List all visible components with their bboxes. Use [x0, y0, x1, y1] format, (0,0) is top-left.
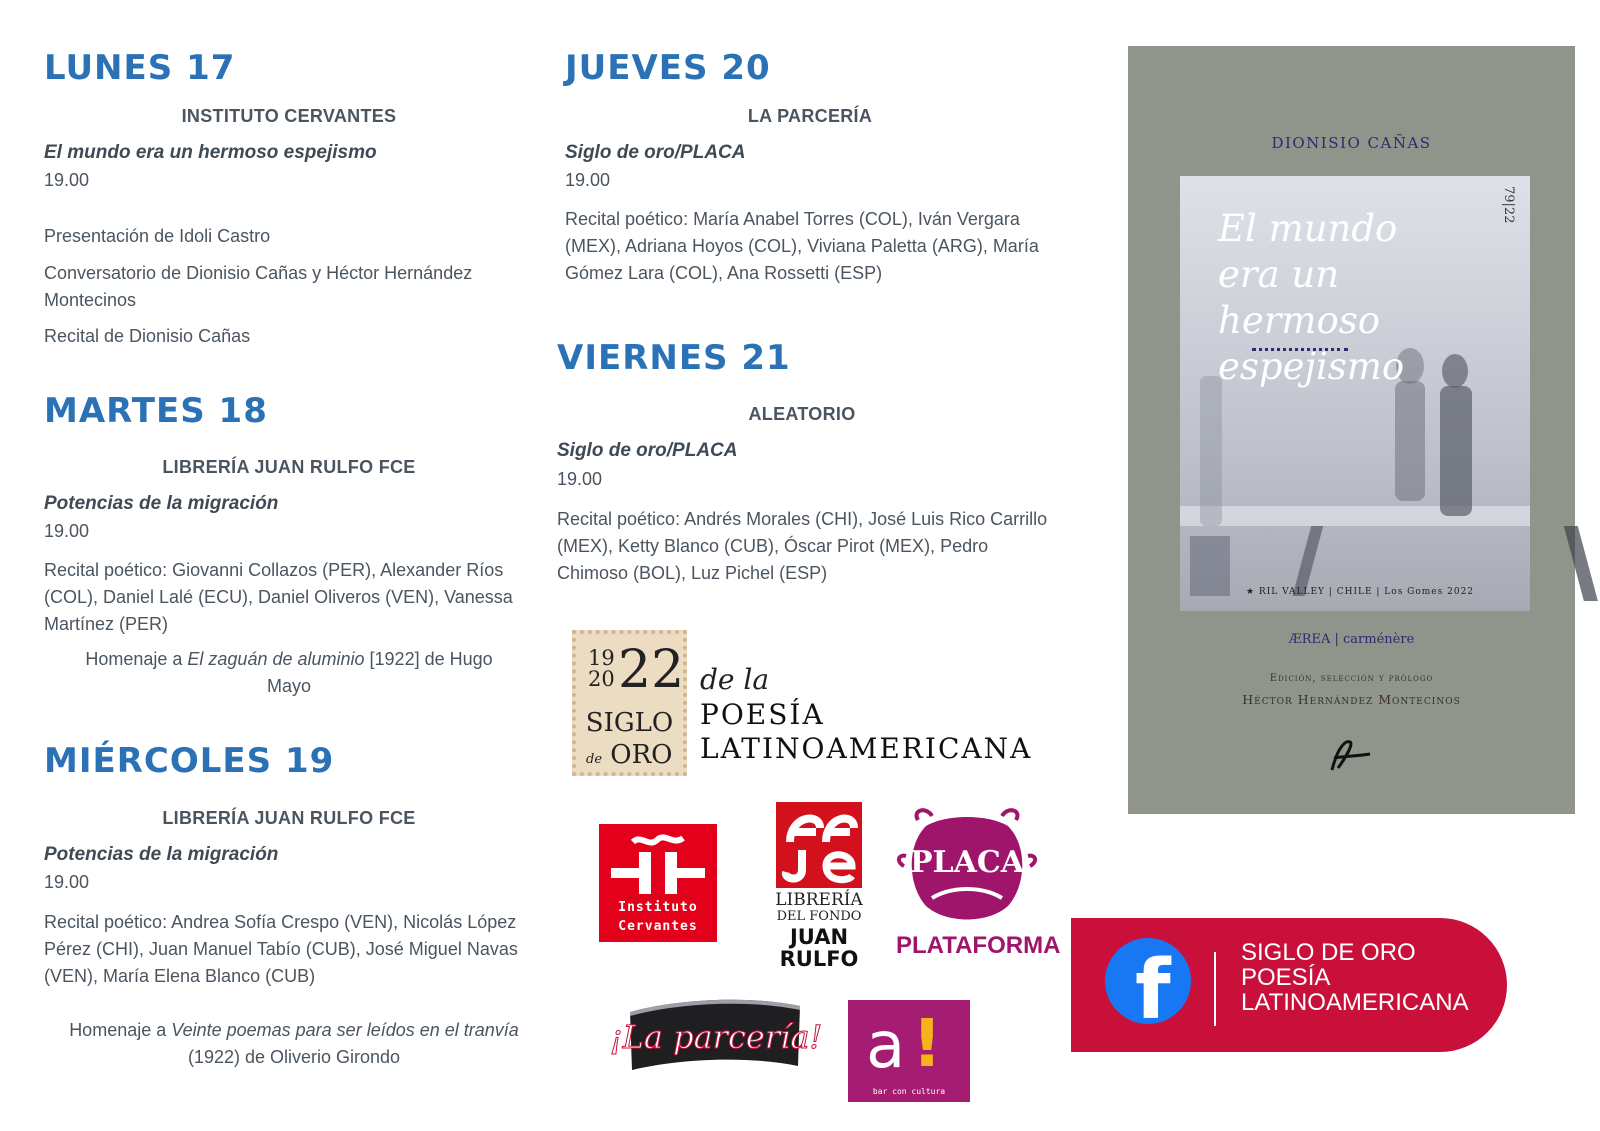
facebook-banner[interactable] — [1071, 918, 1507, 1052]
cover-edition-line1: Edición, selección y prólogo — [1269, 673, 1434, 684]
logo-year-top: 19 20 — [588, 646, 615, 691]
placa-emblem-icon — [896, 806, 1038, 930]
fce-line-del-fondo: DEL FONDO — [776, 909, 862, 924]
homage-work-title: Veinte poemas para ser leídos en el tranvía — [171, 1020, 519, 1040]
facebook-icon[interactable] — [1105, 938, 1191, 1038]
homage-work-title: El zaguán de aluminio — [187, 649, 365, 669]
miercoles-recital: Recital poético: Andrea Sofía Crespo (VEN), Nicolás López Pérez (CHI), Juan Manuel Tabío (CUB), José Miguel Navas (VEN), María Elena Blanco (CUB) — [44, 912, 518, 986]
venue-lunes: INSTITUTO CERVANTES — [181, 106, 397, 126]
homage-prefix: Homenaje a — [69, 1020, 172, 1040]
venue-viernes: ALEATORIO — [748, 404, 856, 424]
siglo-de-oro-logo — [572, 630, 687, 776]
day-heading-jueves: JUEVES 20 — [565, 48, 771, 88]
lunes-item-conversatorio: Conversatorio de Dionisio Cañas y Héctor Hernández Montecinos — [44, 263, 473, 310]
event-time-martes: 19.00 — [44, 521, 90, 541]
homage-suffix: (1922) de Oliverio Girondo — [187, 1047, 401, 1067]
day-heading-viernes: VIERNES 21 — [557, 338, 791, 378]
venue-martes: LIBRERÍA JUAN RULFO FCE — [162, 457, 416, 477]
logo-year-big: 22 — [618, 640, 685, 700]
la-parceria-logo — [609, 962, 823, 1080]
event-title-viernes: Siglo de oro/PLACA — [557, 440, 738, 461]
placa-word: PLACA — [909, 845, 1025, 880]
venue-jueves: LA PARCERÍA — [747, 106, 873, 126]
miercoles-homenaje — [64, 1017, 524, 1071]
event-title-miercoles: Potencias de la migración — [44, 844, 279, 865]
facebook-page-name[interactable]: SIGLO DE ORO POESÍA LATINOAMERICANA — [1241, 939, 1469, 1016]
instituto-cervantes-logo — [599, 824, 717, 942]
day-heading-martes: MARTES 18 — [44, 391, 268, 431]
facebook-f-glyph: f — [1135, 943, 1171, 1038]
facebook-separator — [1214, 952, 1216, 1026]
martes-recital: Recital poético: Giovanni Collazos (PER), Alexander Ríos (COL), Daniel Lalé (ECU), Daniel Oliveros (VEN), Vanessa Martínez (PER) — [44, 560, 513, 634]
event-time-viernes: 19.00 — [557, 469, 603, 489]
cover-collection: ÆREA | carménère — [1288, 632, 1415, 647]
logo-siglo: SIGLO — [585, 708, 674, 738]
cover-author: DIONISIO CAÑAS — [1271, 134, 1432, 152]
aleatorio-exclamation: ! — [912, 1005, 943, 1082]
martes-homenaje — [74, 646, 504, 700]
aleatorio-a: a — [866, 1009, 906, 1083]
parceria-text: ¡La parcería! — [609, 1018, 823, 1056]
event-time-jueves: 19.00 — [565, 170, 611, 190]
jueves-recital: Recital poético: María Anabel Torres (COL), Iván Vergara (MEX), Adriana Hoyos (COL), Viviana Paletta (ARG), María Gómez Lara (COL), Ana Rossetti (ESP) — [565, 209, 1039, 283]
venue-miercoles: LIBRERÍA JUAN RULFO FCE — [162, 808, 416, 828]
event-time-lunes: 19.00 — [44, 170, 90, 190]
event-title-jueves: Siglo de oro/PLACA — [565, 142, 746, 163]
parceria-emblem-icon — [609, 962, 823, 1080]
cervantes-emblem-icon — [599, 824, 717, 904]
placa-name: PLATAFORMA — [896, 932, 1061, 959]
fce-monogram-icon — [776, 802, 862, 888]
logo-latinoamericana: LATINOAMERICANA — [700, 732, 1033, 765]
cover-number: 79|22 — [1501, 186, 1516, 224]
homage-prefix: Homenaje a — [85, 649, 188, 669]
homage-suffix: [1922] de Hugo Mayo — [266, 649, 493, 696]
cover-dotted-line — [1252, 348, 1348, 351]
logo-poesia: POESÍA — [700, 698, 825, 731]
event-title-martes: Potencias de la migración — [44, 493, 279, 514]
lunes-item-recital: Recital de Dionisio Cañas — [44, 326, 251, 346]
fce-line-juan-rulfo: JUAN RULFO — [779, 925, 859, 971]
cover-edition-line2: Héctor Hernández Montecinos — [1242, 692, 1461, 707]
event-title-lunes: El mundo era un hermoso espejismo — [44, 142, 377, 163]
logo-de-oro: de ORO — [586, 740, 673, 770]
book-cover — [1128, 46, 1575, 814]
viernes-recital: Recital poético: Andrés Morales (CHI), José Luis Rico Carrillo (MEX), Ketty Blanco (CUB), Óscar Pirot (MEX), Pedro Chimoso (BOL), Luz Pichel (ESP) — [557, 509, 1048, 583]
cervantes-label: Instituto Cervantes — [618, 900, 698, 934]
lunes-item-presentacion: Presentación de Idoli Castro — [44, 226, 271, 246]
day-heading-miercoles: MIÉRCOLES 19 — [44, 741, 335, 781]
placa-plataforma-logo — [896, 806, 1061, 962]
cover-publisher: ★ RIL VALLEY | CHILE | Los Gomes 2022 — [1246, 587, 1475, 597]
logo-de-la: de la — [700, 663, 770, 696]
event-time-miercoles: 19.00 — [44, 872, 90, 892]
day-heading-lunes: LUNES 17 — [44, 48, 236, 88]
cover-photo — [1180, 176, 1530, 611]
aleatorio-subtitle: bar con cultura — [872, 1087, 946, 1096]
fce-libreria-logo — [774, 802, 864, 972]
aleatorio-logo — [848, 1000, 970, 1102]
cover-title: El mundo era un hermoso espejismo — [1218, 207, 1405, 388]
publisher-mark-icon — [1324, 736, 1374, 776]
fce-emblem — [776, 802, 862, 888]
fce-line-libreria: LIBRERÍA — [775, 890, 863, 910]
